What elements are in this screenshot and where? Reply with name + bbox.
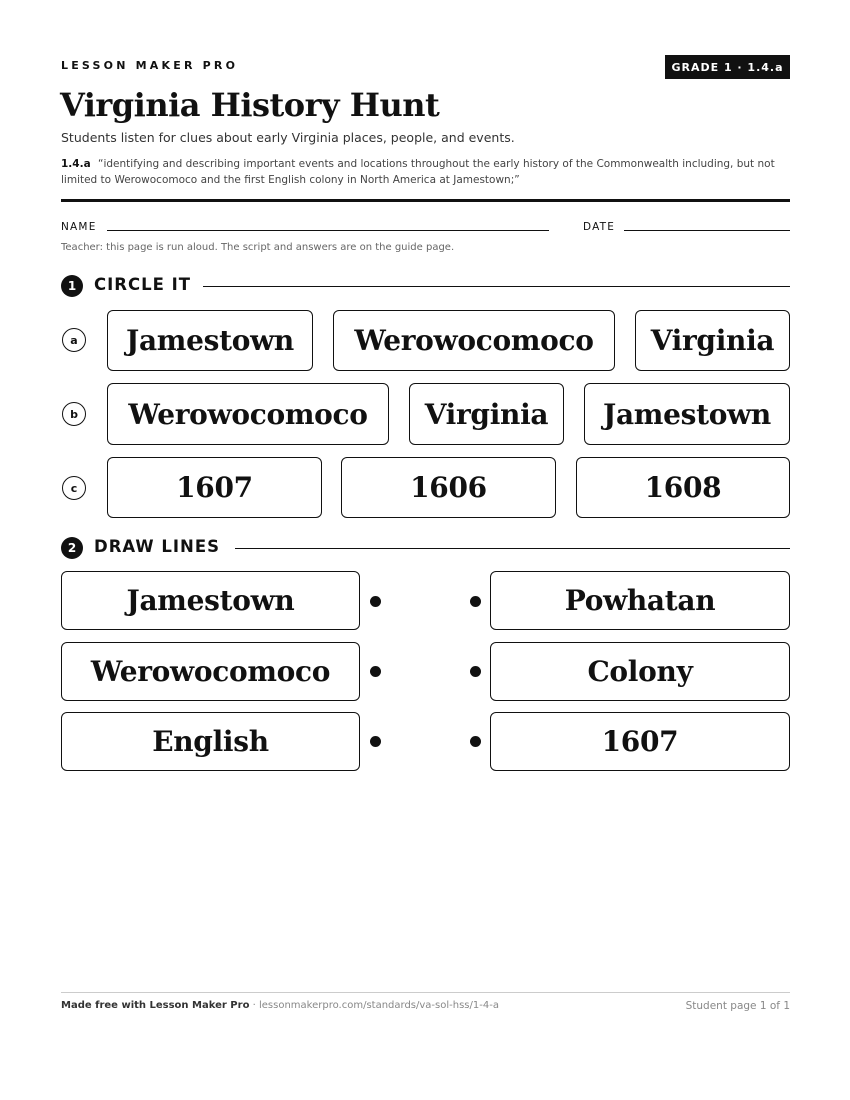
row-c-letter: c [62,476,86,500]
section-1-rule [203,286,790,287]
circle-option-a-2[interactable]: Werowocomoco [333,310,615,371]
standard-code: 1.4.a [61,158,91,170]
section-1-title: CIRCLE IT [94,275,191,294]
teacher-note: Teacher: this page is run aloud. The script and answers are on the guide page. [61,242,455,253]
footer-page-number: Student page 1 of 1 [685,1000,790,1012]
date-label: DATE [583,221,616,233]
section-2-title: DRAW LINES [94,537,220,556]
footer-separator: · [249,1000,259,1011]
footer-url[interactable]: lessonmakerpro.com/standards/va-sol-hss/1-4-a [258,1000,499,1011]
section-2-rule [235,548,790,549]
section-2-number: 2 [61,537,83,559]
footer-made-with: Made free with Lesson Maker Pro [61,1000,250,1011]
match-left-1: Jamestown [61,571,360,630]
match-left-3: English [61,712,360,771]
date-field[interactable] [624,230,790,231]
match-right-dot-2[interactable] [470,666,481,677]
match-left-dot-3[interactable] [370,736,381,747]
page-subtitle: Students listen for clues about early Virginia places, people, and events. [61,130,515,145]
standard-text: “identifying and describing important events and locations throughout the early history of the Commonwealth including, but not limited to Werowocomoco and the first English colony in North America at Jamestown;” [61,158,775,186]
match-right-2: Colony [490,642,790,701]
circle-option-c-3[interactable]: 1608 [576,457,790,518]
grade-badge: GRADE 1 · 1.4.a [665,55,790,79]
circle-option-c-2[interactable]: 1606 [341,457,556,518]
row-b-letter: b [62,402,86,426]
match-left-2: Werowocomoco [61,642,360,701]
match-right-dot-1[interactable] [470,596,481,607]
circle-option-a-1[interactable]: Jamestown [107,310,313,371]
name-field[interactable] [107,230,549,231]
footer-divider [61,992,790,993]
circle-option-b-2[interactable]: Virginia [409,383,564,445]
circle-option-c-1[interactable]: 1607 [107,457,322,518]
match-left-dot-1[interactable] [370,596,381,607]
row-a-letter: a [62,328,86,352]
match-left-dot-2[interactable] [370,666,381,677]
section-1-number: 1 [61,275,83,297]
footer-credit [61,1000,499,1011]
circle-option-a-3[interactable]: Virginia [635,310,790,371]
header-divider [61,199,790,202]
brand-name: LESSON MAKER PRO [61,59,239,72]
match-right-1: Powhatan [490,571,790,630]
circle-option-b-1[interactable]: Werowocomoco [107,383,389,445]
page-title: Virginia History Hunt [60,86,440,124]
match-right-3: 1607 [490,712,790,771]
name-label: NAME [61,221,97,233]
circle-option-b-3[interactable]: Jamestown [584,383,790,445]
standard-description [61,156,781,188]
match-right-dot-3[interactable] [470,736,481,747]
